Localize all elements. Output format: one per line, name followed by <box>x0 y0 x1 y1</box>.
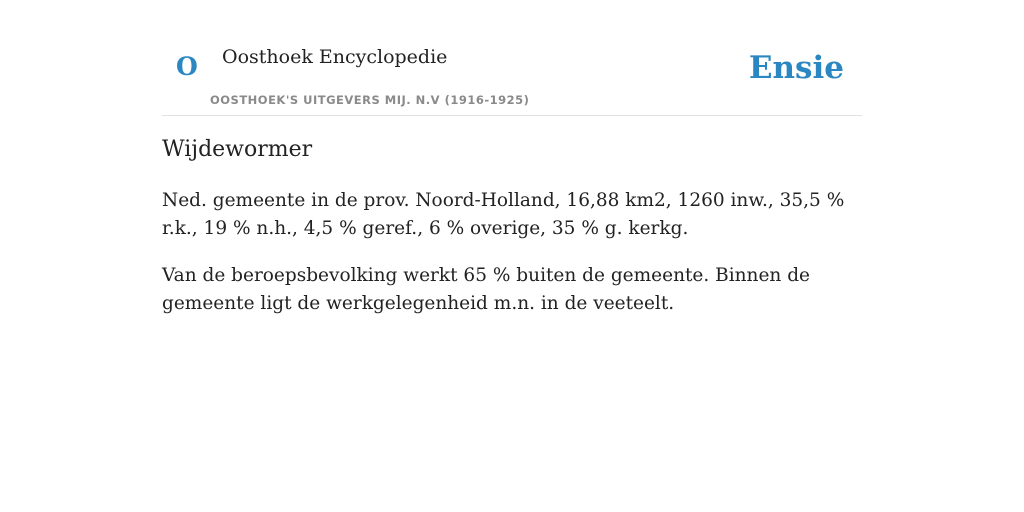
book-logo[interactable]: O <box>176 52 198 81</box>
book-publisher: OOSTHOEK'S UITGEVERS MIJ. N.V (1916-1925) <box>210 93 530 107</box>
ensie-brand-logo[interactable]: Ensie <box>748 50 844 86</box>
entry-paragraph: Ned. gemeente in de prov. Noord-Holland, 16,88 km2, 1260 inw., 35,5 % r.k., 19 % n.h., 4,5 % geref., 6 % overige, 35 % g. kerkg. <box>162 189 845 239</box>
entry-title: Wijdewormer <box>162 137 313 162</box>
book-header <box>162 40 862 116</box>
entry-content <box>162 136 862 318</box>
entry-paragraph: Van de beroepsbevolking werkt 65 % buiten de gemeente. Binnen de gemeente ligt de werkgelegenheid m.n. in de veeteelt. <box>162 264 810 314</box>
book-title[interactable]: Oosthoek Encyclopedie <box>222 46 448 68</box>
